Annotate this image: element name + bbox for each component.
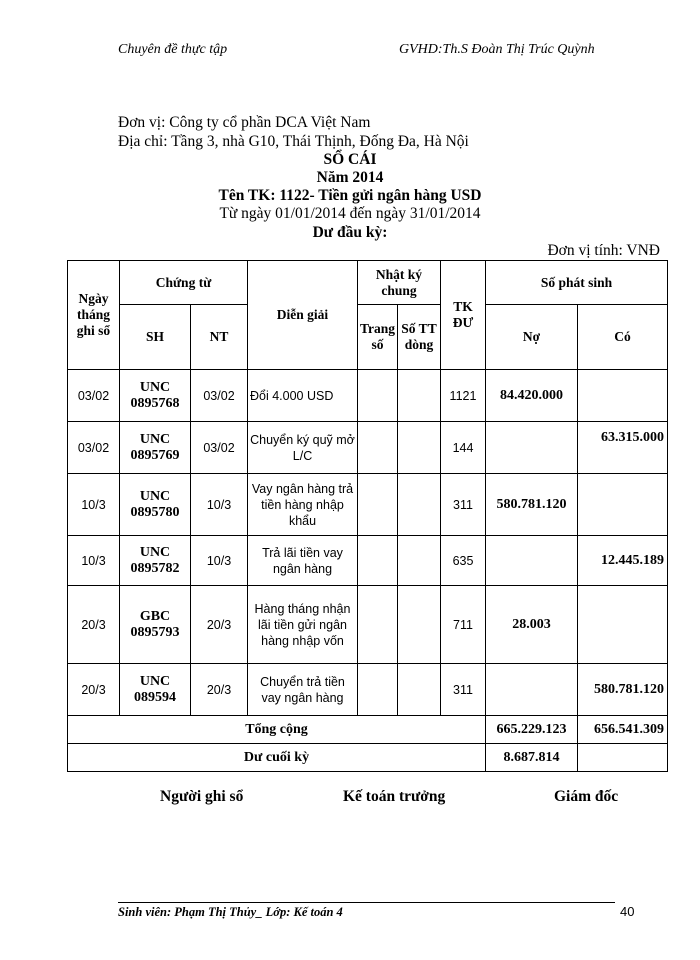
- row-debit: 28.003: [486, 586, 578, 664]
- footer-divider: [118, 902, 615, 903]
- col-line-header: Số TT dòng: [398, 305, 441, 370]
- row-sh: GBC 0895793: [120, 586, 191, 664]
- row-line: [398, 536, 441, 586]
- signature-director: Giám đốc: [554, 788, 619, 805]
- row-tk: 711: [441, 586, 486, 664]
- row-nt: 20/3: [191, 586, 248, 664]
- col-debit-header: Nợ: [486, 305, 578, 370]
- row-nt: 10/3: [191, 536, 248, 586]
- header-left: Chuyên đề thực tập: [118, 42, 228, 57]
- col-voucher-header: Chứng từ: [120, 261, 248, 305]
- row-nt: 10/3: [191, 474, 248, 536]
- row-page: [358, 422, 398, 474]
- account-name: Tên TK: 1122- Tiền gửi ngân hàng USD: [218, 187, 482, 204]
- row-page: [358, 664, 398, 716]
- row-desc: Chuyển trả tiền vay ngân hàng: [248, 664, 358, 716]
- total-debit: 665.229.123: [486, 716, 578, 744]
- row-desc: Chuyển ký quỹ mở L/C: [248, 422, 358, 474]
- row-credit: 580.781.120: [578, 664, 668, 716]
- row-sh: UNC 0895769: [120, 422, 191, 474]
- row-page: [358, 474, 398, 536]
- row-debit: 580.781.120: [486, 474, 578, 536]
- row-desc: Hàng tháng nhận lãi tiền gửi ngân hàng nhập vốn: [248, 586, 358, 664]
- row-debit: [486, 536, 578, 586]
- table-row: [68, 474, 668, 536]
- table-row: [68, 536, 668, 586]
- col-desc-header: Diễn giải: [248, 261, 358, 370]
- total-credit: 656.541.309: [578, 716, 668, 744]
- total-label: Tổng cộng: [68, 716, 486, 744]
- col-date-header: Ngày tháng ghi sổ: [68, 261, 120, 370]
- company-address: Địa chỉ: Tầng 3, nhà G10, Thái Thịnh, Đống Đa, Hà Nội: [118, 133, 469, 150]
- row-page: [358, 370, 398, 422]
- row-line: [398, 586, 441, 664]
- row-sh: UNC 0895780: [120, 474, 191, 536]
- row-date: 20/3: [68, 664, 120, 716]
- col-journal-header: Nhật ký chung: [358, 261, 441, 305]
- row-nt: 03/02: [191, 370, 248, 422]
- row-line: [398, 422, 441, 474]
- row-sh: UNC 089594: [120, 664, 191, 716]
- closing-row: [68, 744, 668, 772]
- col-credit-header: Có: [578, 305, 668, 370]
- row-credit: [578, 586, 668, 664]
- col-page-header: Trang số: [358, 305, 398, 370]
- row-sh: UNC 0895768: [120, 370, 191, 422]
- company-unit: Đơn vị: Công ty cổ phần DCA Việt Nam: [118, 114, 371, 131]
- row-line: [398, 474, 441, 536]
- row-credit: [578, 370, 668, 422]
- row-date: 03/02: [68, 422, 120, 474]
- footer-student: Sinh viên: Phạm Thị Thủy_ Lớp: Kế toán 4: [118, 905, 343, 919]
- ledger-year: Năm 2014: [316, 169, 384, 186]
- row-desc: Đổi 4.000 USD: [248, 370, 358, 422]
- row-tk: 1121: [441, 370, 486, 422]
- row-debit: 84.420.000: [486, 370, 578, 422]
- row-nt: 03/02: [191, 422, 248, 474]
- row-credit: [578, 474, 668, 536]
- row-line: [398, 370, 441, 422]
- row-tk: 311: [441, 474, 486, 536]
- row-desc: Trả lãi tiền vay ngân hàng: [248, 536, 358, 586]
- row-sh: UNC 0895782: [120, 536, 191, 586]
- row-nt: 20/3: [191, 664, 248, 716]
- currency-unit: Đơn vị tính: VNĐ: [547, 242, 660, 259]
- closing-debit: 8.687.814: [486, 744, 578, 772]
- ledger-table: [67, 260, 668, 772]
- row-page: [358, 586, 398, 664]
- row-credit: 12.445.189: [578, 536, 668, 586]
- row-tk: 635: [441, 536, 486, 586]
- col-arising-header: Số phát sinh: [486, 261, 668, 305]
- signature-recorder: Người ghi sổ: [160, 788, 244, 805]
- opening-balance: Dư đầu kỳ:: [312, 224, 388, 241]
- row-line: [398, 664, 441, 716]
- page-number: 40: [620, 904, 635, 919]
- row-date: 10/3: [68, 474, 120, 536]
- table-row: [68, 370, 668, 422]
- col-nt-header: NT: [191, 305, 248, 370]
- col-sh-header: SH: [120, 305, 191, 370]
- table-row: [68, 664, 668, 716]
- row-date: 03/02: [68, 370, 120, 422]
- row-date: 20/3: [68, 586, 120, 664]
- row-date: 10/3: [68, 536, 120, 586]
- closing-credit: [578, 744, 668, 772]
- row-desc: Vay ngân hàng trả tiền hàng nhập khẩu: [248, 474, 358, 536]
- table-row: [68, 422, 668, 474]
- period: Từ ngày 01/01/2014 đến ngày 31/01/2014: [219, 205, 481, 222]
- row-debit: [486, 664, 578, 716]
- row-credit: 63.315.000: [578, 422, 668, 474]
- signature-chief-accountant: Kế toán trưởng: [343, 788, 446, 805]
- table-row: [68, 586, 668, 664]
- row-tk: 144: [441, 422, 486, 474]
- row-page: [358, 536, 398, 586]
- row-tk: 311: [441, 664, 486, 716]
- ledger-title: SỔ CÁI: [323, 151, 377, 168]
- closing-label: Dư cuối kỳ: [68, 744, 486, 772]
- header-right: GVHD:Th.S Đoàn Thị Trúc Quỳnh: [399, 42, 595, 57]
- total-row: [68, 716, 668, 744]
- col-tk-header: TK ĐƯ: [441, 261, 486, 370]
- row-debit: [486, 422, 578, 474]
